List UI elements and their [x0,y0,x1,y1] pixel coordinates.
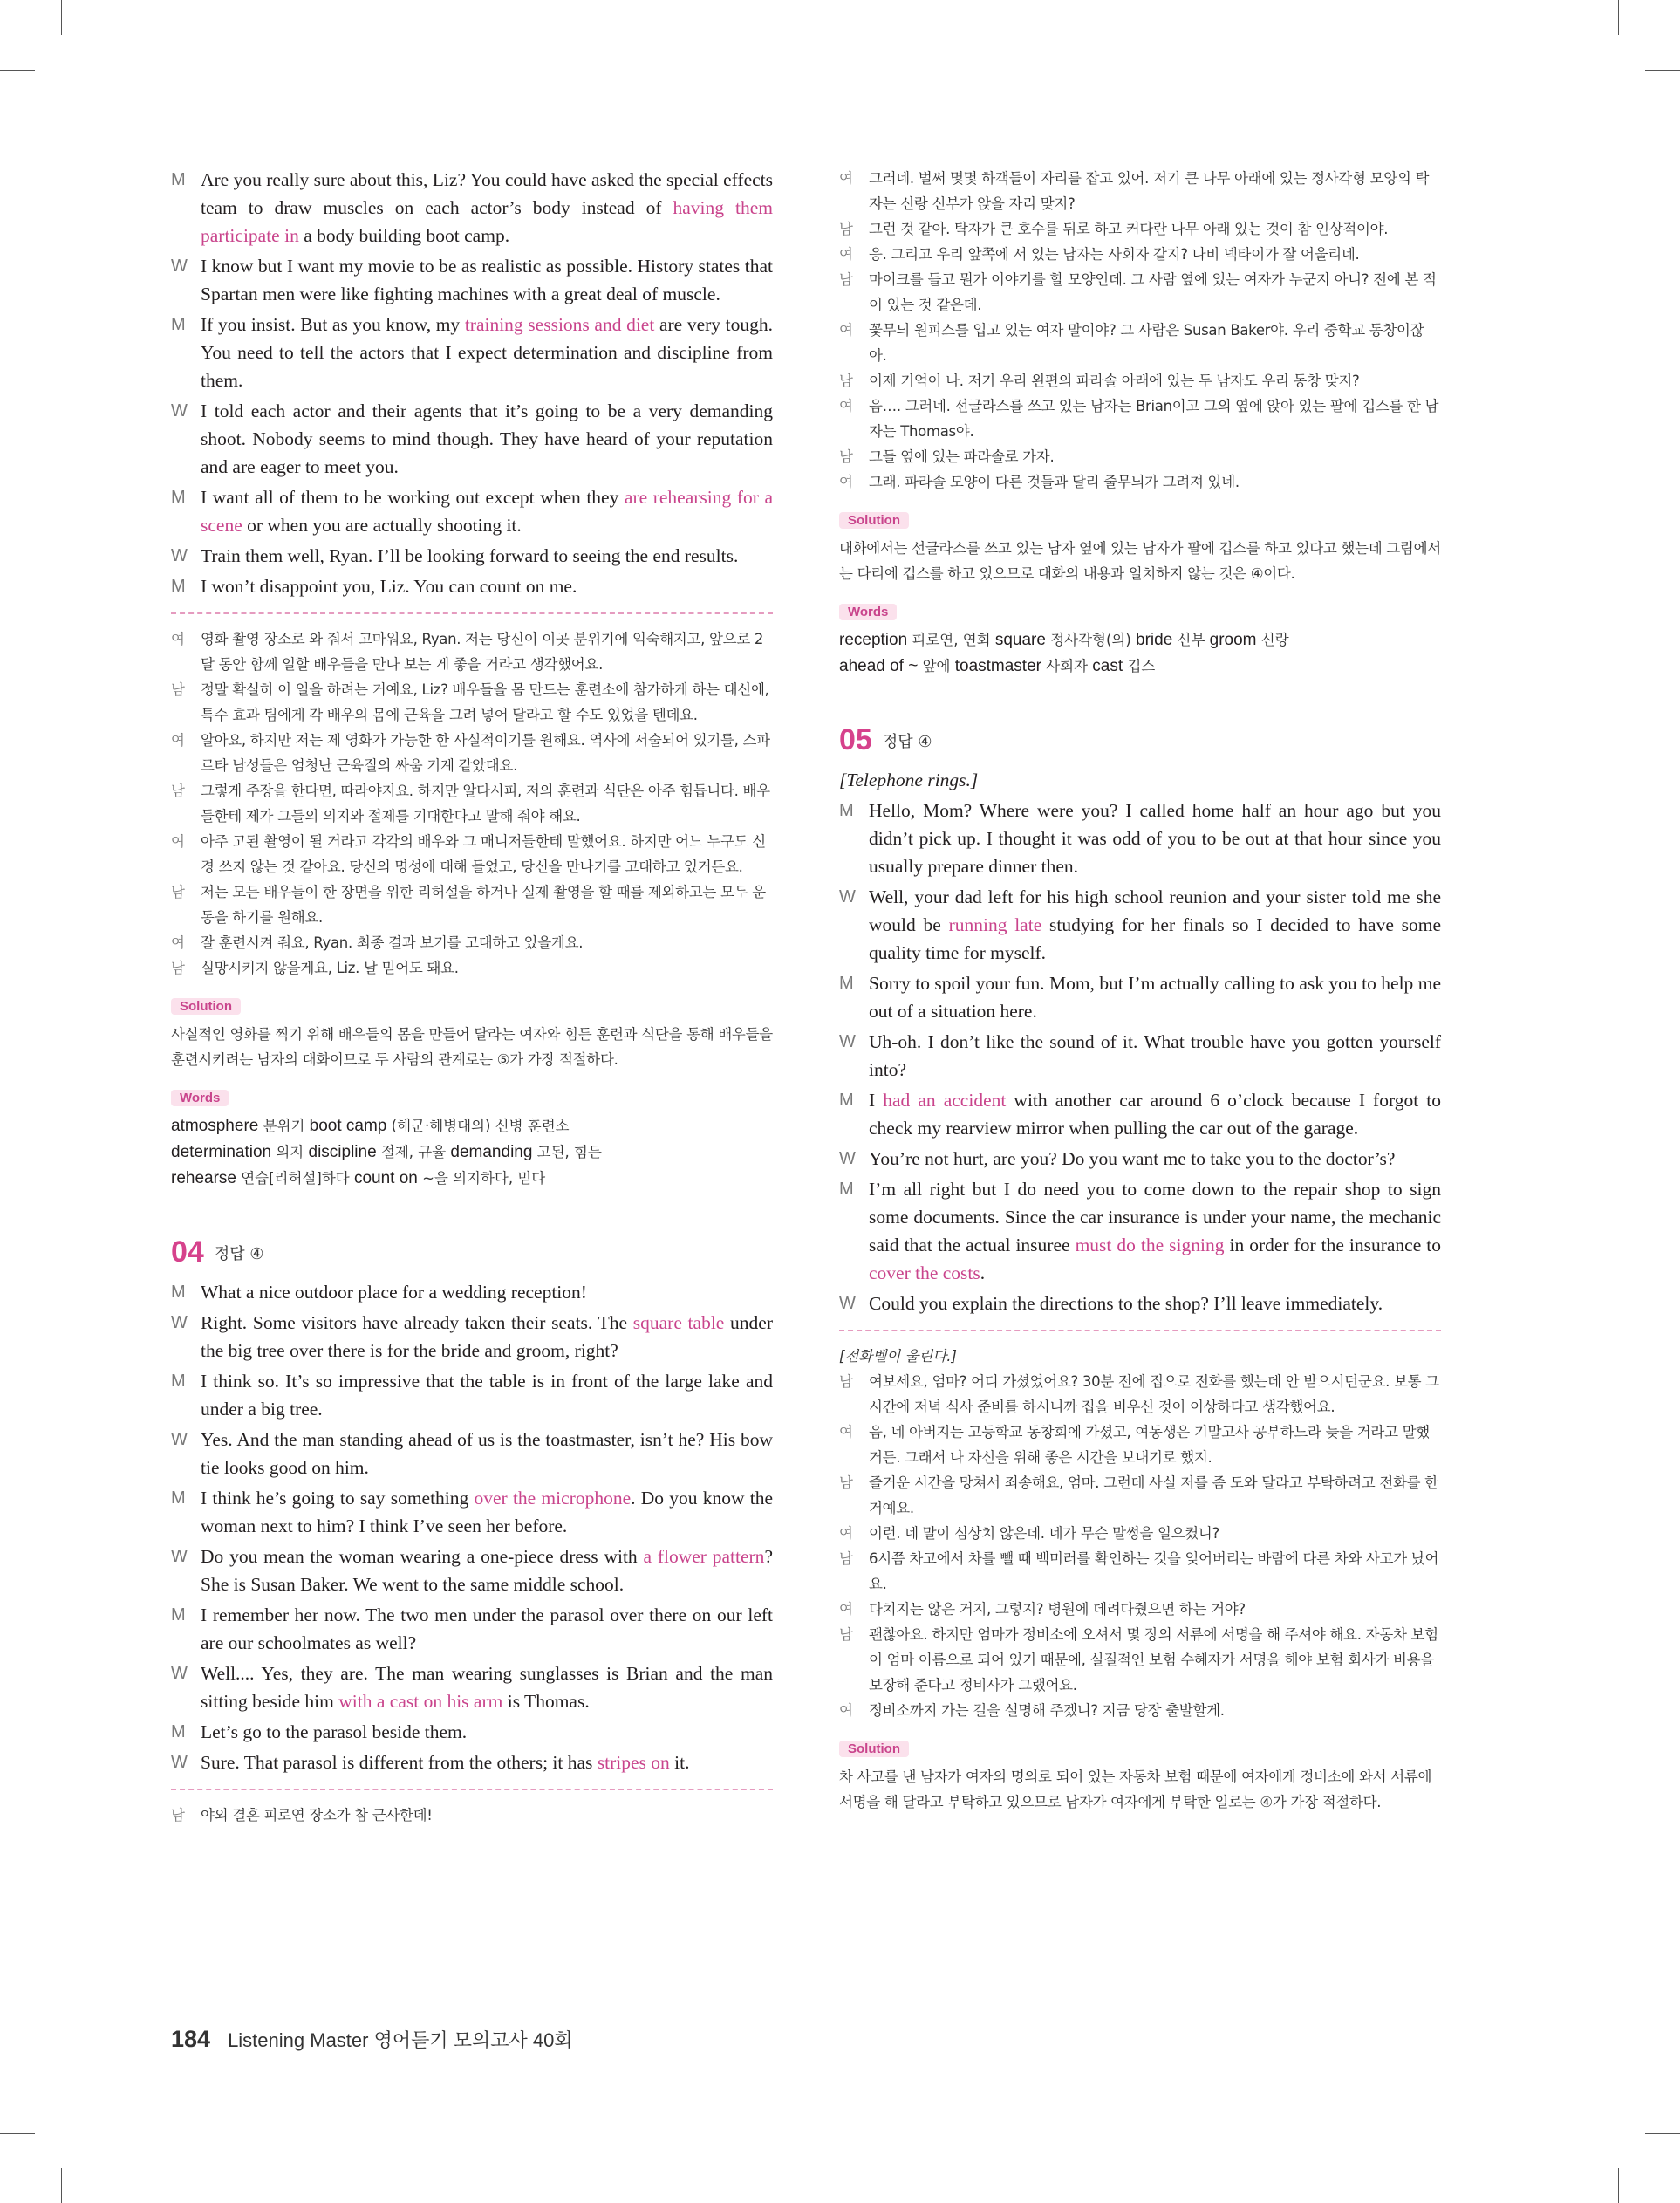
dialogue-text: If you insist. But as you know, my [201,314,465,335]
translation-line [839,1470,1441,1521]
speaker-label: M [171,170,186,189]
dialogue-text: What a nice outdoor place for a wedding reception! [201,1282,587,1303]
translation-text: 음…. 그러네. 선글라스를 쓰고 있는 남자는 Brian이고 그의 옆에 앉아 있는 팔에 깁스를 한 남자는 Thomas야. [869,398,1439,440]
translation-line [839,444,1441,469]
speaker-label: 남 [839,221,853,237]
highlighted-phrase: stripes on [597,1752,670,1773]
q05-heading [839,723,1441,757]
dialogue-line [171,252,773,308]
speaker-label: W [839,1149,856,1168]
translation-line [839,1369,1441,1420]
dialogue-text: or when you are actually shooting it. [242,515,522,536]
section-divider [839,1330,1441,1331]
vocab-term: square [994,631,1046,649]
dialogue-text: studying for her finals so I decided to have some quality time for myself. [869,914,1442,963]
speaker-label: M [171,577,186,596]
dialogue-text: is Thomas. [502,1691,590,1712]
translation-text: 즐거운 시간을 망쳐서 죄송해요, 엄마. 그런데 사실 저를 좀 도와 달라고 부탁하려고 전화를 한 거예요. [869,1474,1438,1516]
q05-answer: 정답 ④ [882,732,932,751]
vocab-term: rehearse [171,1169,236,1187]
book-title: Listening Master 영어듣기 모의고사 40회 [228,2029,573,2051]
translation-line [839,1597,1441,1622]
q05-number: 05 [839,723,872,756]
dialogue-text: I think so. It’s so impressive that the table is in front of the large lake and under a big tree. [201,1371,773,1420]
vocab-term: determination [171,1143,272,1161]
translation-text: 정말 확실히 이 일을 하려는 거예요, Liz? 배우들을 몸 만드는 훈련소에 참가하게 하는 대신에, 특수 효과 팀에게 각 배우의 몸에 근육을 그려 넣어 달라고 할 수도 있었을 텐데요. [201,681,769,723]
q03-solution-text: 사실적인 영화를 찍기 위해 배우들의 몸을 만들어 달라는 여자와 힘든 훈련과 식단을 통해 배우들을 훈련시키려는 남자의 대화이므로 두 사람의 관계로는 ⑤가 가장 적절하다. [171,1026,773,1068]
vocab-meaning: 앞에 [918,658,955,674]
q04-words-badge: Words [839,604,897,620]
speaker-label: 남 [839,271,853,288]
section-divider [171,1789,773,1790]
highlighted-phrase: over the microphone [474,1488,632,1509]
translation-line [839,1546,1441,1597]
crop-mark [1645,2133,1680,2134]
speaker-label: M [171,488,186,507]
vocab-row [839,627,1441,653]
dialogue-line [839,1086,1441,1142]
section-divider [171,612,773,614]
crop-mark [1618,2168,1619,2203]
speaker-label: M [839,1091,854,1110]
speaker-label: W [839,887,856,907]
highlighted-phrase: a flower pattern [643,1546,765,1567]
speaker-label: W [171,1547,188,1566]
speaker-label: W [171,401,188,421]
translation-text: 응. 그리고 우리 앞쪽에 서 있는 남자는 사회자 같지? 나비 넥타이가 잘 어울리네. [869,246,1360,263]
translation-text: 그렇게 주장을 한다면, 따라야지요. 하지만 알다시피, 저의 훈련과 식단은 아주 힘듭니다. 배우들한테 제가 그들의 의지와 절제를 기대한다고 말해 줘야 해요. [201,783,770,824]
dialogue-line [839,1145,1441,1173]
translation-line [839,469,1441,495]
highlighted-phrase: having them participate in [201,197,774,246]
vocab-row [171,1166,773,1192]
left-column [171,166,773,1828]
dialogue-line [839,1290,1441,1317]
vocab-meaning: 연습[리허설]하다 [236,1170,354,1187]
dialogue-line [171,1659,773,1715]
page-number: 184 [171,2026,211,2052]
speaker-label: 여 [171,934,185,951]
translation-text: 음, 네 아버지는 고등학교 동창회에 가셨고, 여동생은 기말고사 공부하느라 늦을 거라고 말했거든. 그래서 나 자신을 위해 좋은 시간을 보내기로 했지. [869,1424,1430,1466]
translation-text: 그래. 파라솔 모양이 다른 것들과 달리 줄무늬가 그려져 있네. [869,474,1240,490]
translation-line [171,677,773,728]
dialogue-line [839,969,1441,1025]
dialogue-text: Uh-oh. I don’t like the sound of it. What trouble have you gotten yourself into? [869,1031,1441,1080]
dialogue-text: Let’s go to the parasol beside them. [201,1721,468,1742]
vocab-meaning: 신부 [1172,632,1210,648]
speaker-label: M [839,974,854,993]
q04-answer: 정답 ④ [214,1244,264,1263]
dialogue-line [171,1543,773,1598]
highlighted-phrase: cover the costs [869,1262,980,1283]
vocab-meaning: 의지 [271,1144,309,1160]
speaker-label: 여 [839,1702,853,1719]
highlighted-phrase: square table [632,1312,725,1333]
speaker-label: M [171,1488,186,1508]
vocab-row [171,1139,773,1166]
speaker-label: 남 [171,884,185,900]
q05-stage-direction: [Telephone rings.] [839,770,979,790]
dialogue-text: I won’t disappoint you, Liz. You can count on me. [201,576,577,597]
dialogue-text: a body building boot camp. [298,225,510,246]
speaker-label: 남 [839,1474,853,1491]
translation-text: 정비소까지 가는 길을 설명해 주겠니? 지금 당장 출발할게. [869,1702,1225,1719]
q03-solution-badge: Solution [171,998,241,1015]
q04-solution-badge: Solution [839,512,909,529]
dialogue-text: I [869,1090,884,1111]
vocab-row [839,653,1441,680]
dialogue-line [171,1426,773,1481]
vocab-meaning: 사회자 [1041,658,1093,674]
translation-line [839,318,1441,368]
translation-text: 영화 촬영 장소로 와 줘서 고마워요, Ryan. 저는 당신이 이곳 분위기에 익숙해지고, 앞으로 2달 동안 함께 일할 배우들을 만나 보는 게 좋을 거라고 생각했어요. [201,631,764,673]
crop-mark [0,2133,35,2134]
right-column [839,166,1441,1815]
dialogue-line [171,1718,773,1746]
dialogue-text: I’m all right but I do need you to come down to the repair shop to sign some documents. Since the car insurance is under your name, the mechanic said that the actual insuree [869,1179,1441,1255]
dialogue-text: Do you mean the woman wearing a one-piece dress with [201,1546,644,1567]
crop-mark [61,0,62,35]
translation-line [839,368,1441,393]
dialogue-line [839,1028,1441,1084]
speaker-label: 여 [839,1525,853,1542]
q04-solution-text: 대화에서는 선글라스를 쓰고 있는 남자 옆에 있는 남자가 팔에 깁스를 하고 있다고 했는데 그림에서는 다리에 깁스를 하고 있으므로 대화의 내용과 일치하지 않는 것은 ④이다. [839,540,1441,582]
dialogue-text: I want all of them to be working out except when they [201,487,625,508]
q04-words-list [839,627,1441,680]
speaker-label: 남 [171,960,185,976]
speaker-label: W [171,1664,188,1683]
vocab-term: atmosphere [171,1117,259,1135]
translation-text: 저는 모든 배우들이 한 장면을 위한 리허설을 하거나 실제 촬영을 할 때를 제외하고는 모두 운동을 하기를 원해요. [201,884,766,926]
vocab-meaning: 고된, 힘든 [532,1144,602,1160]
vocab-term: discipline [308,1143,377,1161]
vocab-term: reception [839,631,908,649]
q04-heading [171,1235,773,1269]
dialogue-text: Right. Some visitors have already taken their seats. The [201,1312,633,1333]
q05-stage-direction-korean: [전화벨이 울린다.] [839,1348,957,1365]
page-footer [171,2026,573,2053]
vocab-term: cast [1092,657,1123,675]
dialogue-line [171,1367,773,1423]
speaker-label: M [171,1283,186,1302]
vocab-term: ahead of ~ [839,657,919,675]
dialogue-text: . [980,1262,986,1283]
speaker-label: 여 [839,474,853,490]
translation-text: 그런 것 같아. 탁자가 큰 호수를 뒤로 하고 커다란 나무 아래 있는 것이 참 인상적이야. [869,221,1389,237]
speaker-label: 여 [839,398,853,414]
q04-dialogue-english [171,1278,773,1776]
q03-dialogue-korean [171,626,773,981]
speaker-label: W [171,546,188,565]
translation-text: 이런. 네 말이 심상치 않은데. 네가 무슨 말썽을 일으켰니? [869,1525,1219,1542]
speaker-label: 여 [171,833,185,850]
dialogue-text: Train them well, Ryan. I’ll be looking forward to seeing the end results. [201,545,739,566]
speaker-label: 남 [839,448,853,465]
vocab-meaning: 깁스 [1123,658,1156,674]
vocab-term: toastmaster [954,657,1041,675]
q03-words-badge: Words [171,1090,229,1106]
crop-mark [1645,70,1680,71]
translation-line [171,930,773,955]
speaker-label: 남 [171,783,185,799]
dialogue-line [171,1309,773,1365]
translation-text: 꽃무늬 원피스를 입고 있는 여자 말이야? 그 사람은 Susan Baker야. 우리 중학교 동창이잖아. [869,322,1424,364]
speaker-label: W [839,1294,856,1313]
translation-text: 6시쯤 차고에서 차를 뺄 때 백미러를 확인하는 것을 잊어버리는 바람에 다른 차와 사고가 났어요. [869,1550,1439,1592]
vocab-meaning: 정사각형(의) [1045,632,1137,648]
dialogue-text: Are you really sure about this, Liz? You could have asked the special effects team to draw muscles on each actor’s body instead of [201,169,773,218]
speaker-label: 남 [171,1807,185,1823]
dialogue-text: Could you explain the directions to the shop? I’ll leave immediately. [869,1293,1383,1314]
translation-line [839,267,1441,318]
dialogue-line [171,483,773,539]
translation-text: 괜찮아요. 하지만 엄마가 정비소에 오셔서 몇 장의 서류에 서명을 해 주셔야 해요. 자동차 보험이 엄마 이름으로 되어 있기 때문에, 실질적인 보험 수혜자가 서명을 해야 보험 회사가 비용을 보장해 준다고 정비사가 그랬어요. [869,1626,1438,1693]
highlighted-phrase: training sessions and diet [464,314,655,335]
speaker-label: 여 [839,1424,853,1440]
speaker-label: W [171,1753,188,1772]
crop-mark [1618,0,1619,35]
translation-text: 마이크를 들고 뭔가 이야기를 할 모양인데. 그 사람 옆에 있는 여자가 누군지 아니? 전에 본 적이 있는 것 같은데. [869,271,1437,313]
highlighted-phrase: had an accident [883,1090,1007,1111]
q05-dialogue-english [839,797,1441,1317]
dialogue-text: I remember her now. The two men under the parasol over there on our left are our schoolmates as well? [201,1604,773,1653]
vocab-term: boot camp [309,1117,387,1135]
dialogue-line [171,311,773,394]
translation-line [171,955,773,981]
translation-line [839,1698,1441,1723]
speaker-label: 남 [839,1550,853,1567]
dialogue-text: are very tough. You need to tell the actors that I expect determination and discipline from them. [201,314,773,391]
dialogue-text: Sure. That parasol is different from the others; it has [201,1752,598,1773]
dialogue-text: . Do you know the woman next to him? I think I’ve seen her before. [201,1488,773,1536]
dialogue-text: I think he’s going to say something [201,1488,475,1509]
vocab-meaning: ~을 의지하다, 믿다 [417,1170,546,1187]
speaker-label: M [171,1722,186,1741]
speaker-label: M [839,801,854,820]
dialogue-text: Yes. And the man standing ahead of us is the toastmaster, isn’t he? His bow tie looks good on him. [201,1429,773,1478]
translation-line [171,829,773,879]
translation-line [839,216,1441,242]
dialogue-line [839,797,1441,880]
dialogue-line [839,883,1441,967]
dialogue-text: Sorry to spoil your fun. Mom, but I’m actually calling to ask you to help me out of a situation here. [869,973,1441,1022]
speaker-label: W [171,1430,188,1449]
dialogue-line [171,1484,773,1540]
speaker-label: 남 [839,373,853,389]
translation-text: 다치지는 않은 거지, 그렇지? 병원에 데려다줬으면 하는 거야? [869,1601,1246,1618]
translation-line [839,242,1441,267]
dialogue-text: under the big tree over there is for the bride and groom, right? [201,1312,773,1361]
vocab-term: demanding [450,1143,533,1161]
q03-words-list [171,1113,773,1192]
speaker-label: 여 [839,246,853,263]
translation-line [839,1521,1441,1546]
q03-dialogue-english [171,166,773,600]
dialogue-line [171,542,773,570]
translation-line [171,626,773,677]
vocab-meaning: (해군·해병대의) 신병 훈련소 [386,1118,570,1134]
vocab-term: bride [1136,631,1173,649]
dialogue-text: Hello, Mom? Where were you? I called home half an hour ago but you didn’t pick up. I thought it was odd of you to be out at that hour since you usually prepare dinner then. [869,800,1441,877]
speaker-label: M [171,315,186,334]
dialogue-text: it. [669,1752,690,1773]
speaker-label: 남 [171,681,185,698]
highlighted-phrase: must do the signing [1075,1235,1225,1255]
translation-line [839,166,1441,216]
translation-text: 아주 고된 촬영이 될 거라고 각각의 배우와 그 매니저들한테 말했어요. 하지만 어느 누구도 신경 쓰지 않는 것 같아요. 당신의 명성에 대해 들었고, 당신을 만나기를 고대하고 있거든요. [201,833,766,875]
translation-text: 야외 결혼 피로연 장소가 참 근사한데! [201,1807,433,1823]
speaker-label: 여 [839,322,853,339]
translation-line [171,1803,773,1828]
q04-dialogue-korean-start [171,1803,773,1828]
vocab-meaning: 절제, 규율 [376,1144,451,1160]
translation-text: 그들 옆에 있는 파라솔로 가자. [869,448,1055,465]
dialogue-text: I know but I want my movie to be as realistic as possible. History states that Spartan men were like fighting machines with a great deal of muscle. [201,256,773,304]
speaker-label: 여 [839,170,853,187]
dialogue-line [171,397,773,481]
translation-text: 잘 훈련시켜 줘요, Ryan. 최종 결과 보기를 고대하고 있을게요. [201,934,584,951]
dialogue-line [171,1601,773,1657]
speaker-label: W [839,1032,856,1051]
dialogue-text: in order for the insurance to [1224,1235,1441,1255]
q05-dialogue-korean [839,1369,1441,1723]
dialogue-text: I told each actor and their agents that it’s going to be a very demanding shoot. Nobody seems to mind though. They have heard of your reputation and are eager to meet you. [201,400,773,477]
speaker-label: M [171,1372,186,1391]
vocab-meaning: 신랑 [1256,632,1289,648]
vocab-row [171,1113,773,1139]
highlighted-phrase: running late [948,914,1042,935]
vocab-meaning: 분위기 [258,1118,310,1134]
vocab-meaning: 피로연, 연회 [907,632,995,648]
highlighted-phrase: with a cast on his arm [338,1691,503,1712]
speaker-label: W [171,1313,188,1332]
dialogue-text: Well.... Yes, they are. The man wearing sunglasses is Brian and the man sitting beside him [201,1663,773,1712]
speaker-label: 여 [171,732,185,749]
speaker-label: W [171,257,188,276]
dialogue-text: You’re not hurt, are you? Do you want me to take you to the doctor’s? [869,1148,1396,1169]
dialogue-line [171,1278,773,1306]
highlighted-phrase: are rehearsing for a scene [201,487,773,536]
speaker-label: 남 [839,1626,853,1643]
speaker-label: 여 [171,631,185,647]
translation-line [839,1622,1441,1698]
vocab-term: groom [1209,631,1257,649]
translation-text: 알아요, 하지만 저는 제 영화가 가능한 한 사실적이기를 원해요. 역사에 서술되어 있기를, 스파르타 남성들은 엄청난 근육질의 싸움 기계 같았대요. [201,732,770,774]
crop-mark [61,2168,62,2203]
speaker-label: 여 [839,1601,853,1618]
dialogue-text: with another car around 6 o’clock because I forgot to check my rearview mirror when pulling the car out of the garage. [869,1090,1441,1139]
translation-line [839,1420,1441,1470]
crop-mark [0,70,35,71]
translation-line [171,778,773,829]
speaker-label: M [171,1605,186,1625]
q04-dialogue-korean-continued [839,166,1441,495]
dialogue-text: Well, your dad left for his high school reunion and your sister told me she would be [869,886,1441,935]
translation-line [171,879,773,930]
speaker-label: M [839,1180,854,1199]
translation-text: 이제 기억이 나. 저기 우리 왼편의 파라솔 아래에 있는 두 남자도 우리 동창 맞지? [869,373,1360,389]
vocab-term: count on [353,1169,418,1187]
q04-number: 04 [171,1235,204,1269]
translation-text: 여보세요, 엄마? 어디 가셨었어요? 30분 전에 집으로 전화를 했는데 안 받으시던군요. 보통 그 시간에 저녁 식사 준비를 하시니까 집을 비우신 것이 이상하다고 생각했어요. [869,1373,1439,1415]
translation-line [839,393,1441,444]
dialogue-line [171,166,773,250]
speaker-label: 남 [839,1373,853,1390]
q05-solution-text: 차 사고를 낸 남자가 여자의 명의로 되어 있는 자동차 보험 때문에 여자에게 정비소에 와서 서류에 서명을 해 달라고 부탁하고 있으므로 남자가 여자에게 부탁한 일로는 ④가 가장 적절하다. [839,1769,1432,1810]
translation-text: 그러네. 벌써 몇몇 하객들이 자리를 잡고 있어. 저기 큰 나무 아래에 있는 정사각형 모양의 탁자는 신랑 신부가 앉을 자리 맞지? [869,170,1430,212]
dialogue-line [171,1748,773,1776]
q05-solution-badge: Solution [839,1741,909,1757]
dialogue-line [839,1175,1441,1287]
translation-line [171,728,773,778]
dialogue-line [171,572,773,600]
dialogue-text: ? She is Susan Baker. We went to the same middle school. [201,1546,773,1595]
translation-text: 실망시키지 않을게요, Liz. 날 믿어도 돼요. [201,960,459,976]
